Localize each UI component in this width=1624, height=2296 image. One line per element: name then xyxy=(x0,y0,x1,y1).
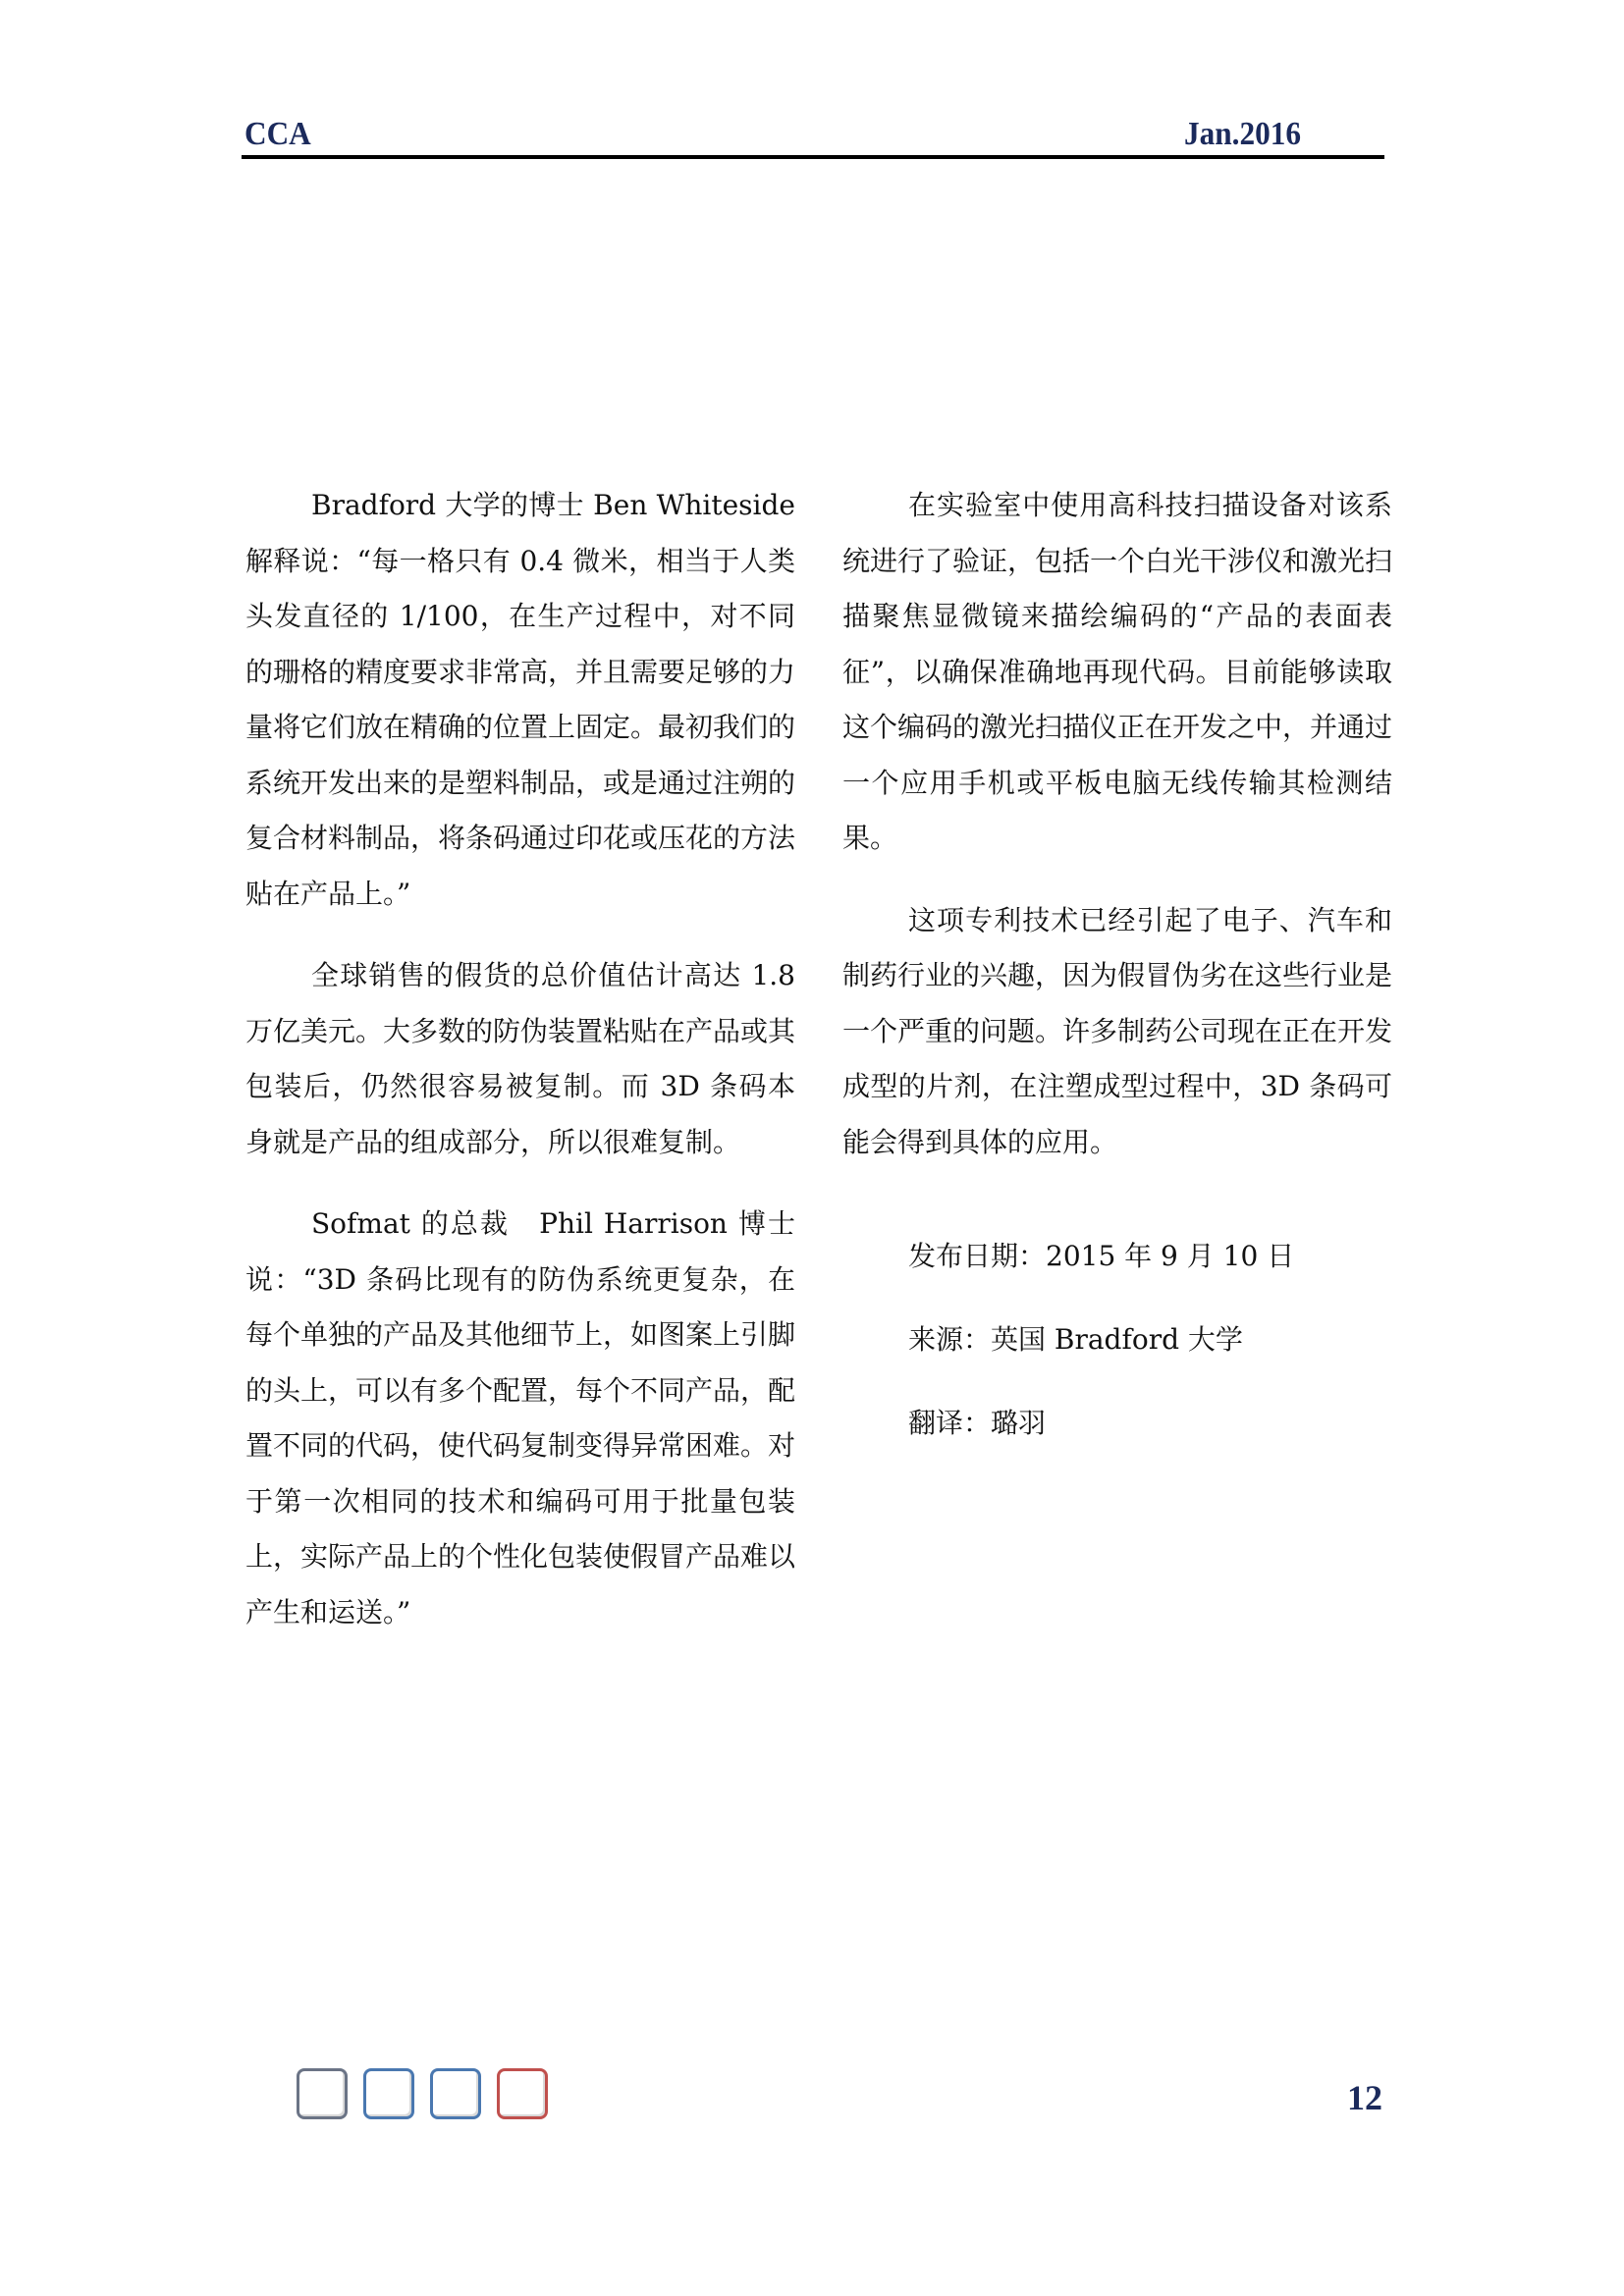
paragraph-industry-interest: 这项专利技术已经引起了电子、汽车和制药行业的兴趣，因为假冒伪劣在这些行业是一个严重的问题。许多制药公司现在正在开发成型的片剂，在注塑成型过程中，3D 条码可能会得到具体的应用。 xyxy=(842,903,1393,1158)
article-metadata xyxy=(842,1214,1392,1465)
journal-name: CCA xyxy=(244,116,311,152)
issue-date: Jan.2016 xyxy=(1184,116,1302,152)
square-icon xyxy=(363,2068,414,2119)
footer-decoration xyxy=(297,2068,548,2119)
paragraph-lab-verification: 在实验室中使用高科技扫描设备对该系统进行了验证，包括一个白光干涉仪和激光扫描聚焦显微镜来描绘编码的“产品的表面表征”，以确保准确地再现代码。目前能够读取这个编码的激光扫描仪正在开发之中，并通过一个应用手机或平板电脑无线传输其检测结果。 xyxy=(842,489,1393,854)
source: 来源：英国 Bradford 大学 xyxy=(908,1323,1243,1356)
paragraph-harrison-quote: Sofmat 的总裁 Phil Harrison 博士说：“3D 条码比现有的防伪系统更复杂，在每个单独的产品及其他细节上，如图案上引脚的头上，可以有多个配置，每个不同产品，配置不同的代码，使代码复制变得异常困难。对于第一次相同的技术和编码可用于批量包装上，实际产品上的个性化包装使假冒产品难以产生和运送。” xyxy=(245,1207,796,1629)
square-icon xyxy=(297,2068,348,2119)
square-icon xyxy=(430,2068,481,2119)
article-right-column xyxy=(842,478,1392,1465)
page-number: 12 xyxy=(1347,2078,1382,2117)
translator: 翻译：璐羽 xyxy=(908,1407,1047,1439)
square-icon xyxy=(497,2068,548,2119)
publish-date: 发布日期：2015 年 9 月 10 日 xyxy=(908,1240,1295,1272)
article-left-column xyxy=(245,478,795,1667)
header-divider xyxy=(242,155,1384,159)
paragraph-whiteside-quote: Bradford 大学的博士 Ben Whiteside 解释说：“每一格只有 0.4 微米，相当于人类头发直径的 1/100，在生产过程中，对不同的珊格的精度要求非常高，并且需要足够的力量将它们放在精确的位置上固定。最初我们的系统开发出来的是塑料制品，或是通过注朔的复合材料制品，将条码通过印花或压花的方法贴在产品上。” xyxy=(245,489,796,910)
paragraph-counterfeit-value: 全球销售的假货的总价值估计高达 1.8 万亿美元。大多数的防伪装置粘贴在产品或其包装后，仍然很容易被复制。而 3D 条码本身就是产品的组成部分，所以很难复制。 xyxy=(245,959,796,1158)
